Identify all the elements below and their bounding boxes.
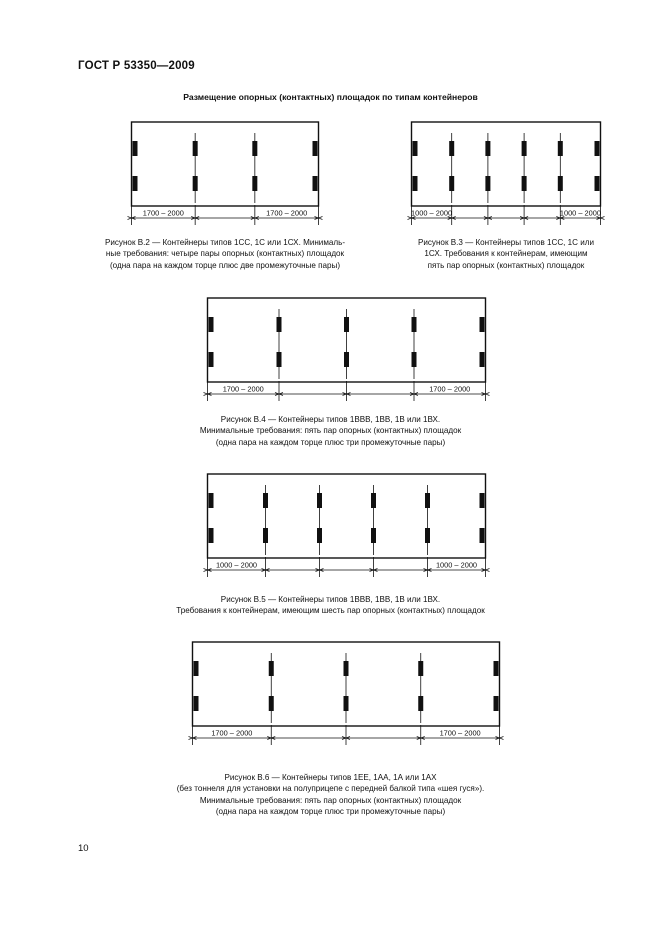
support-pad (209, 317, 214, 332)
caption-line: ные требования: четыре пары опорных (контактных) площадок (105, 249, 345, 259)
dimension-arrow (486, 393, 490, 396)
support-pad (413, 176, 418, 191)
figure-b4-caption (80, 414, 581, 448)
caption-line: Рисунок В.2 — Контейнеры типов 1СС, 1С или 1СХ. Минималь- (104, 238, 346, 247)
figure-b5-caption (80, 594, 581, 617)
caption-line: Рисунок В.6 — Контейнеры типов 1ЕЕ, 1АА, 1А или 1АХ (224, 773, 437, 782)
page-number: 10 (78, 843, 89, 854)
dimension-label: 1700 – 2000 (142, 208, 184, 218)
dimension-label: 1700 – 2000 (222, 384, 264, 394)
dimension-label: 1000 – 2000 (215, 560, 258, 570)
support-pad (313, 141, 318, 156)
dimension-arrow (601, 217, 605, 220)
container-outline (412, 122, 601, 206)
figure-b6-diagram (191, 641, 503, 756)
dimension-arrow (486, 569, 490, 572)
support-pad (133, 176, 138, 191)
figure-b3-diagram (410, 121, 604, 229)
dimension-label: 1000 – 2000 (559, 208, 601, 218)
support-pad (595, 176, 600, 191)
support-pad (480, 528, 485, 543)
caption-line: Требования к контейнерам, имеющим шесть пар опорных (контактных) площадок (176, 606, 485, 616)
support-pad (494, 661, 499, 676)
caption-line: Минимальные требования: пять пар опорных (контактных) площадок (199, 426, 462, 436)
container-outline (132, 122, 319, 206)
caption-line: (без тоннеля для установки на полуприцепе с передней балкой типа «шея гуся»). (176, 784, 485, 794)
section-title: Размещение опорных (контактных) площадок по типам контейнеров (183, 92, 478, 102)
caption-line: Минимальные требования: пять пар опорных (контактных) площадок (199, 795, 462, 805)
caption-line: Рисунок В.4 — Контейнеры типов 1ВВВ, 1ВВ, 1В или 1ВХ. (220, 415, 441, 424)
caption-line: пять пар опорных (контактных) площадок (427, 260, 585, 270)
support-pad (480, 493, 485, 508)
caption-line: 1СХ. Требования к контейнерам, имеющим (424, 249, 588, 259)
figure-b4-diagram (206, 297, 489, 405)
caption-line: Рисунок В.3 — Контейнеры типов 1СС, 1С или (417, 238, 595, 247)
figure-b6-caption (80, 772, 581, 817)
dimension-label: 1700 – 2000 (266, 208, 308, 218)
figure-b2-diagram (130, 121, 322, 229)
dimension-label: 1000 – 2000 (435, 560, 478, 570)
figure-b3-caption (396, 237, 616, 271)
support-pad (480, 352, 485, 367)
support-pad (209, 528, 214, 543)
support-pad (413, 141, 418, 156)
caption-line: (одна пара на каждом торце плюс три промежуточные пары) (215, 806, 446, 816)
support-pad (209, 493, 214, 508)
dimension-label: 1700 – 2000 (211, 728, 253, 738)
support-pad (595, 141, 600, 156)
support-pad (194, 661, 199, 676)
support-pad (133, 141, 138, 156)
support-pad (209, 352, 214, 367)
support-pad (313, 176, 318, 191)
dimension-label: 1000 – 2000 (411, 208, 453, 218)
caption-line: Рисунок В.5 — Контейнеры типов 1ВВВ, 1ВВ, 1В или 1ВХ. (220, 595, 441, 604)
caption-line: (одна пара на каждом торце плюс три промежуточные пары) (215, 437, 446, 447)
support-pad (194, 696, 199, 711)
dimension-label: 1700 – 2000 (429, 384, 471, 394)
document-header: ГОСТ Р 53350—2009 (78, 60, 195, 72)
dimension-label: 1700 – 2000 (439, 728, 481, 738)
support-pad (494, 696, 499, 711)
dimension-arrow (500, 737, 504, 740)
figure-b5-diagram (206, 473, 489, 581)
container-outline (208, 474, 486, 558)
support-pad (480, 317, 485, 332)
figure-b2-caption (78, 237, 372, 271)
caption-line: (одна пара на каждом торце плюс две промежуточные пары) (109, 260, 341, 270)
dimension-arrow (319, 217, 323, 220)
